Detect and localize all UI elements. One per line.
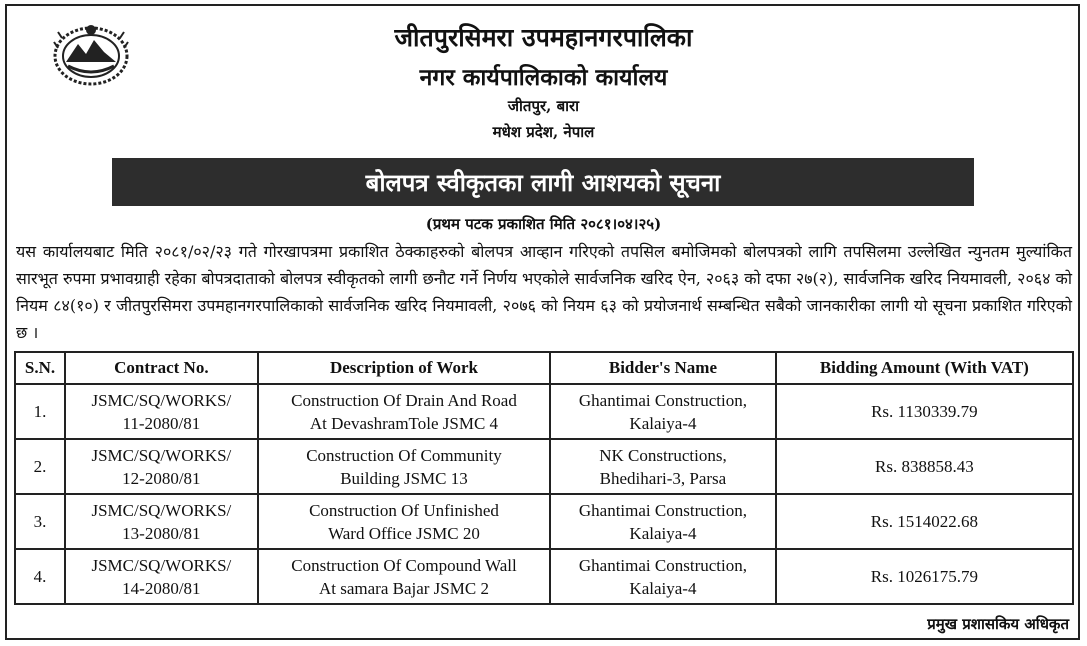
cell-bidder: Ghantimai Construction, Kalaiya-4 [550, 494, 776, 549]
cell-contract: JSMC/SQ/WORKS/ 14-2080/81 [65, 549, 258, 604]
cell-contract: JSMC/SQ/WORKS/ 11-2080/81 [65, 384, 258, 439]
notice-body: यस कार्यालयबाट मिति २०८१/०२/२३ गते गोरखापत्रमा प्रकाशित ठेक्काहरुको बोलपत्र आव्हान गरिएको तपसिल बमोजिमको बोलपत्रको लागि तपसिलमा उल्लेखित न्युनतम मुल्यांकित सारभूत रुपमा प्रभावग्राही रहेका बोपत्रदाताको बोलपत्र स्वीकृतको लागी छनौट गर्ने निर्णय भएकोले सार्वजनिक खरिद ऐन, २०६३ को दफा २७(२), सार्वजनिक खरिद नियमावली, २०६४ को नियम ८४(१०) र जीतपुरसिमरा उपमहानगरपालिकाको सार्वजनिक खरिद नियमावली, २०७६ को नियम ६३ को प्रयोजनार्थ सम्बन्धित सबैको जानकारीका लागी यो सूचना प्रकाशित गरिएको छ । [16, 242, 1072, 342]
notice-title-banner [112, 158, 974, 206]
cell-amount: Rs. 1130339.79 [776, 384, 1073, 439]
header-contract-no: Contract No. [65, 352, 258, 384]
header-bidder: Bidder's Name [550, 352, 776, 384]
table-row [15, 439, 1073, 494]
cell-contract: JSMC/SQ/WORKS/ 13-2080/81 [65, 494, 258, 549]
signatory-title: प्रमुख प्रशासकिय अधिकृत [927, 615, 1069, 633]
header-description: Description of Work [258, 352, 550, 384]
cell-bidder: Ghantimai Construction, Kalaiya-4 [550, 384, 776, 439]
notice-title: बोलपत्र स्वीकृतका लागी आशयको सूचना [365, 167, 721, 197]
cell-bidder: Ghantimai Construction, Kalaiya-4 [550, 549, 776, 604]
table-row [15, 384, 1073, 439]
table-row [15, 549, 1073, 604]
table-header-row [15, 352, 1073, 384]
cell-contract: JSMC/SQ/WORKS/ 12-2080/81 [65, 439, 258, 494]
cell-sn: 1. [15, 384, 65, 439]
published-date: (प्रथम पटक प्रकाशित मिति २०८१।०४।२५) [425, 215, 662, 233]
header-sn: S.N. [15, 352, 65, 384]
cell-amount: Rs. 838858.43 [776, 439, 1073, 494]
cell-bidder: NK Constructions, Bhedihari-3, Parsa [550, 439, 776, 494]
province: मधेश प्रदेश, नेपाल [492, 123, 595, 141]
header-amount: Bidding Amount (With VAT) [776, 352, 1073, 384]
cell-sn: 3. [15, 494, 65, 549]
cell-description: Construction Of Community Building JSMC 13 [258, 439, 550, 494]
cell-amount: Rs. 1026175.79 [776, 549, 1073, 604]
cell-sn: 4. [15, 549, 65, 604]
cell-description: Construction Of Unfinished Ward Office JSMC 20 [258, 494, 550, 549]
org-name: जीतपुरसिमरा उपमहानगरपालिका [394, 23, 693, 52]
contracts-table [14, 351, 1074, 605]
cell-description: Construction Of Compound Wall At samara Bajar JSMC 2 [258, 549, 550, 604]
office-name: नगर कार्यपालिकाको कार्यालय [419, 64, 668, 91]
table-row [15, 494, 1073, 549]
cell-description: Construction Of Drain And Road At DevashramTole JSMC 4 [258, 384, 550, 439]
location: जीतपुर, बारा [507, 97, 580, 115]
cell-sn: 2. [15, 439, 65, 494]
cell-amount: Rs. 1514022.68 [776, 494, 1073, 549]
